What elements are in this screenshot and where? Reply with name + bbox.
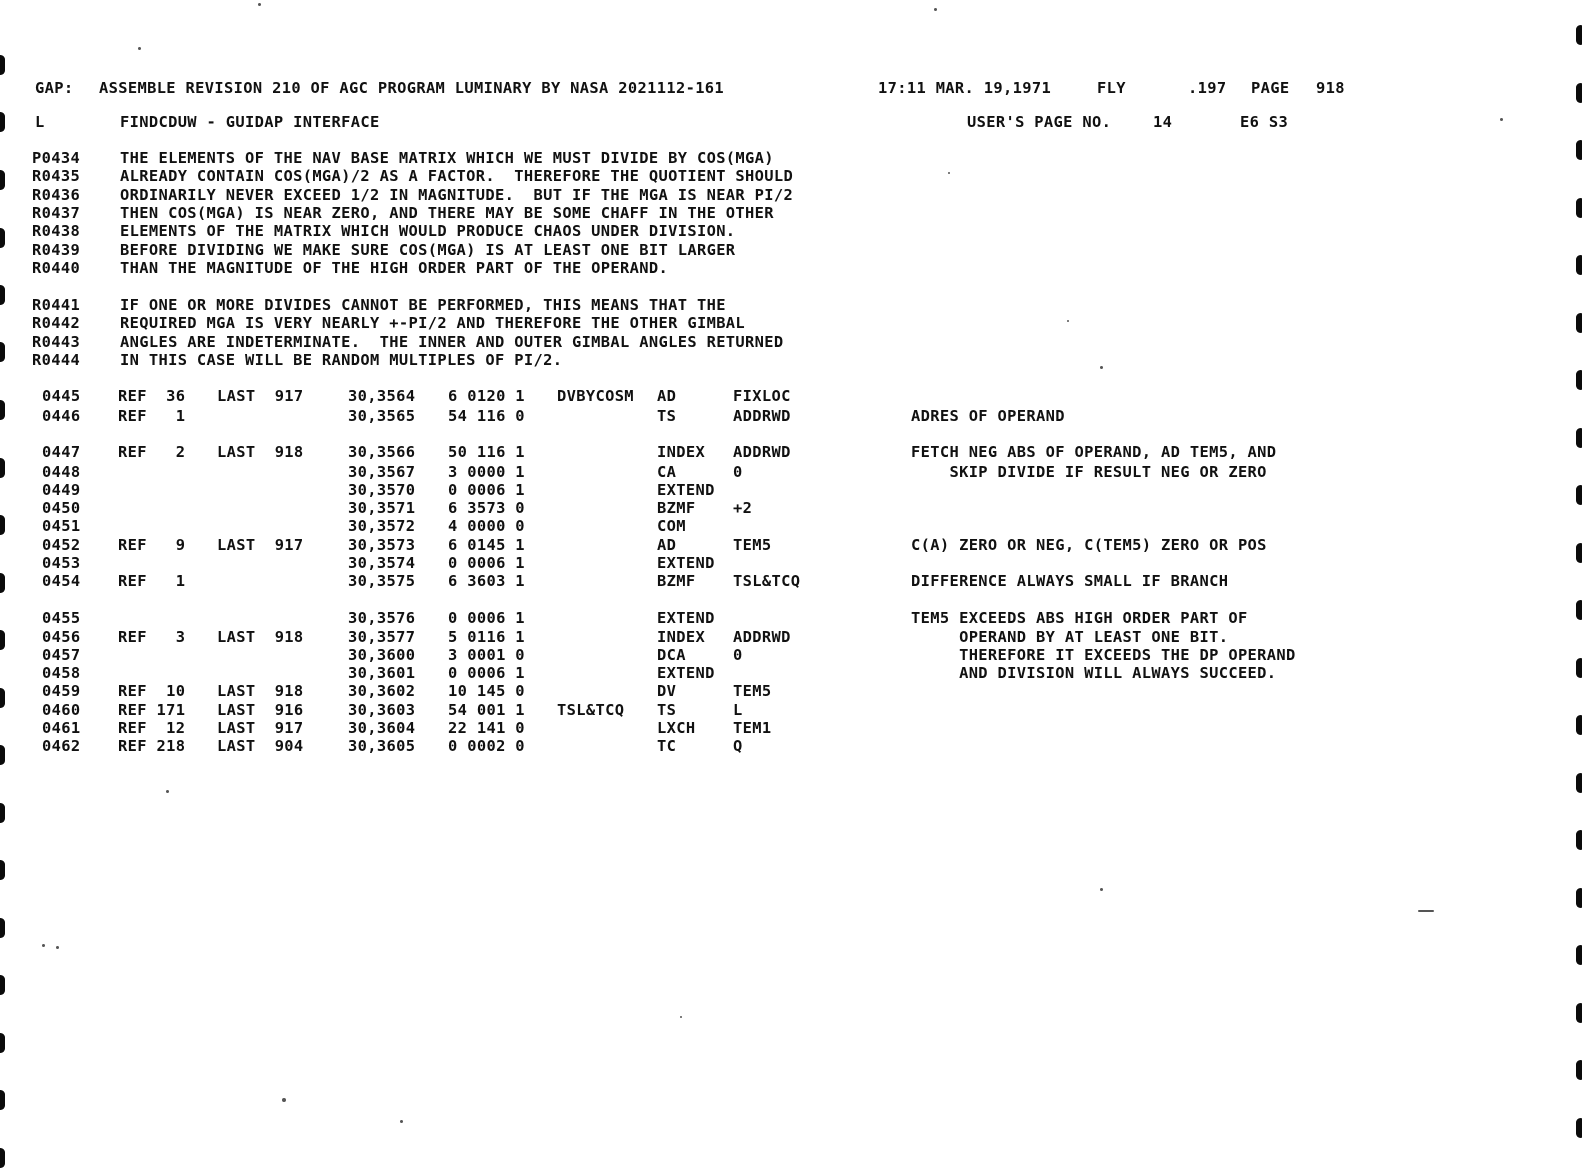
code-line-number: 0452 <box>42 536 81 554</box>
section-title: FINDCDUW - GUIDAP INTERFACE <box>120 113 380 131</box>
address-field: 30,3575 <box>348 572 416 590</box>
comment-line-number: R0436 <box>32 186 81 204</box>
address-field: 30,3571 <box>348 499 416 517</box>
ref-field: REF 1 <box>118 572 186 590</box>
last-field: LAST 917 <box>217 387 304 405</box>
operand-field: FIXLOC <box>733 387 791 405</box>
address-field: 30,3601 <box>348 664 416 682</box>
label-field: TSL&TCQ <box>557 701 625 719</box>
comment-line-number: R0438 <box>32 222 81 240</box>
code-line-number: 0445 <box>42 387 81 405</box>
octal-word-field: 54 001 1 <box>448 701 525 719</box>
octal-word-field: 6 3603 1 <box>448 572 525 590</box>
octal-word-field: 6 0120 1 <box>448 387 525 405</box>
address-field: 30,3565 <box>348 407 416 425</box>
code-line-number: 0461 <box>42 719 81 737</box>
users-page-number: 14 <box>1153 113 1173 131</box>
comment-line-text: ANGLES ARE INDETERMINATE. THE INNER AND OUTER GIMBAL ANGLES RETURNED <box>120 333 784 351</box>
octal-word-field: 54 116 0 <box>448 407 525 425</box>
opcode-field: BZMF <box>657 499 696 517</box>
code-line-number: 0453 <box>42 554 81 572</box>
comment-line-text: IF ONE OR MORE DIVIDES CANNOT BE PERFORMED, THIS MEANS THAT THE <box>120 296 726 314</box>
opcode-field: TS <box>657 701 677 719</box>
octal-word-field: 3 0001 0 <box>448 646 525 664</box>
code-comment: C(A) ZERO OR NEG, C(TEM5) ZERO OR POS <box>911 536 1267 554</box>
ref-field: REF 218 <box>118 737 186 755</box>
opcode-field: AD <box>657 536 677 554</box>
last-field: LAST 904 <box>217 737 304 755</box>
ref-field: REF 10 <box>118 682 186 700</box>
print-timestamp: 17:11 MAR. 19,1971 <box>878 79 1052 97</box>
listing-title: ASSEMBLE REVISION 210 OF AGC PROGRAM LUMINARY BY NASA 2021112-161 <box>99 79 725 97</box>
code-comment: AND DIVISION WILL ALWAYS SUCCEED. <box>911 664 1277 682</box>
octal-word-field: 10 145 0 <box>448 682 525 700</box>
opcode-field: COM <box>657 517 686 535</box>
octal-word-field: 6 0145 1 <box>448 536 525 554</box>
comment-line-number: P0434 <box>32 149 81 167</box>
last-field: LAST 916 <box>217 701 304 719</box>
code-line-number: 0460 <box>42 701 81 719</box>
log-section-letter: L <box>35 113 45 131</box>
ref-field: REF 3 <box>118 628 186 646</box>
ref-field: REF 36 <box>118 387 186 405</box>
code-comment: ADRES OF OPERAND <box>911 407 1065 425</box>
octal-word-field: 5 0116 1 <box>448 628 525 646</box>
code-line-number: 0457 <box>42 646 81 664</box>
ref-field: REF 2 <box>118 443 186 461</box>
operand-field: TEM5 <box>733 682 772 700</box>
comment-line-number: R0443 <box>32 333 81 351</box>
last-field: LAST 917 <box>217 719 304 737</box>
address-field: 30,3570 <box>348 481 416 499</box>
opcode-field: TC <box>657 737 677 755</box>
octal-word-field: 50 116 1 <box>448 443 525 461</box>
comment-line-text: THAN THE MAGNITUDE OF THE HIGH ORDER PART OF THE OPERAND. <box>120 259 669 277</box>
opcode-field: BZMF <box>657 572 696 590</box>
octal-word-field: 0 0006 1 <box>448 609 525 627</box>
address-field: 30,3566 <box>348 443 416 461</box>
address-field: 30,3603 <box>348 701 416 719</box>
comment-line-number: R0444 <box>32 351 81 369</box>
code-line-number: 0449 <box>42 481 81 499</box>
comment-line-number: R0441 <box>32 296 81 314</box>
address-field: 30,3572 <box>348 517 416 535</box>
opcode-field: INDEX <box>657 443 706 461</box>
address-field: 30,3567 <box>348 463 416 481</box>
opcode-field: EXTEND <box>657 554 715 572</box>
address-field: 30,3605 <box>348 737 416 755</box>
last-field: LAST 918 <box>217 628 304 646</box>
last-field: LAST 918 <box>217 682 304 700</box>
operand-field: ADDRWD <box>733 407 791 425</box>
comment-line-text: IN THIS CASE WILL BE RANDOM MULTIPLES OF PI/2. <box>120 351 563 369</box>
comment-line-number: R0440 <box>32 259 81 277</box>
run-number: .197 <box>1188 79 1227 97</box>
comment-line-number: R0435 <box>32 167 81 185</box>
operand-field: +2 <box>733 499 753 517</box>
ref-field: REF 9 <box>118 536 186 554</box>
comment-line-text: ELEMENTS OF THE MATRIX WHICH WOULD PRODUCE CHAOS UNDER DIVISION. <box>120 222 736 240</box>
address-field: 30,3564 <box>348 387 416 405</box>
comment-line-text: THEN COS(MGA) IS NEAR ZERO, AND THERE MAY BE SOME CHAFF IN THE OTHER <box>120 204 774 222</box>
octal-word-field: 6 3573 0 <box>448 499 525 517</box>
address-field: 30,3577 <box>348 628 416 646</box>
label-field: DVBYCOSM <box>557 387 634 405</box>
operand-field: TEM1 <box>733 719 772 737</box>
code-line-number: 0450 <box>42 499 81 517</box>
operand-field: 0 <box>733 463 743 481</box>
fly-label: FLY <box>1097 79 1126 97</box>
operand-field: TSL&TCQ <box>733 572 801 590</box>
comment-line-text: THE ELEMENTS OF THE NAV BASE MATRIX WHICH WE MUST DIVIDE BY COS(MGA) <box>120 149 774 167</box>
opcode-field: EXTEND <box>657 609 715 627</box>
octal-word-field: 0 0006 1 <box>448 554 525 572</box>
users-page-label: USER'S PAGE NO. <box>967 113 1112 131</box>
opcode-field: EXTEND <box>657 481 715 499</box>
opcode-field: DCA <box>657 646 686 664</box>
comment-line-number: R0439 <box>32 241 81 259</box>
code-line-number: 0448 <box>42 463 81 481</box>
code-line-number: 0462 <box>42 737 81 755</box>
address-field: 30,3602 <box>348 682 416 700</box>
code-comment: THEREFORE IT EXCEEDS THE DP OPERAND <box>911 646 1296 664</box>
octal-word-field: 0 0006 1 <box>448 664 525 682</box>
octal-word-field: 0 0002 0 <box>448 737 525 755</box>
code-line-number: 0459 <box>42 682 81 700</box>
address-field: 30,3574 <box>348 554 416 572</box>
opcode-field: DV <box>657 682 677 700</box>
code-comment: SKIP DIVIDE IF RESULT NEG OR ZERO <box>911 463 1267 481</box>
opcode-field: LXCH <box>657 719 696 737</box>
last-field: LAST 917 <box>217 536 304 554</box>
comment-line-text: ALREADY CONTAIN COS(MGA)/2 AS A FACTOR. THEREFORE THE QUOTIENT SHOULD <box>120 167 794 185</box>
code-comment: OPERAND BY AT LEAST ONE BIT. <box>911 628 1229 646</box>
ref-field: REF 12 <box>118 719 186 737</box>
octal-word-field: 4 0000 0 <box>448 517 525 535</box>
address-field: 30,3600 <box>348 646 416 664</box>
octal-word-field: 0 0006 1 <box>448 481 525 499</box>
code-line-number: 0451 <box>42 517 81 535</box>
operand-field: TEM5 <box>733 536 772 554</box>
comment-line-number: R0442 <box>32 314 81 332</box>
operand-field: ADDRWD <box>733 628 791 646</box>
code-comment: TEM5 EXCEEDS ABS HIGH ORDER PART OF <box>911 609 1248 627</box>
ref-field: REF 171 <box>118 701 186 719</box>
operand-field: L <box>733 701 743 719</box>
address-field: 30,3576 <box>348 609 416 627</box>
opcode-field: EXTEND <box>657 664 715 682</box>
comment-line-text: REQUIRED MGA IS VERY NEARLY +-PI/2 AND THEREFORE THE OTHER GIMBAL <box>120 314 746 332</box>
comment-line-text: ORDINARILY NEVER EXCEED 1/2 IN MAGNITUDE. BUT IF THE MGA IS NEAR PI/2 <box>120 186 794 204</box>
opcode-field: TS <box>657 407 677 425</box>
code-line-number: 0447 <box>42 443 81 461</box>
code-line-number: 0446 <box>42 407 81 425</box>
code-line-number: 0456 <box>42 628 81 646</box>
code-comment: FETCH NEG ABS OF OPERAND, AD TEM5, AND <box>911 443 1277 461</box>
opcode-field: AD <box>657 387 677 405</box>
code-comment: DIFFERENCE ALWAYS SMALL IF BRANCH <box>911 572 1229 590</box>
comment-line-number: R0437 <box>32 204 81 222</box>
operand-field: 0 <box>733 646 743 664</box>
octal-word-field: 22 141 0 <box>448 719 525 737</box>
operand-field: Q <box>733 737 743 755</box>
opcode-field: CA <box>657 463 677 481</box>
ref-field: REF 1 <box>118 407 186 425</box>
address-field: 30,3604 <box>348 719 416 737</box>
section-code: E6 S3 <box>1240 113 1289 131</box>
page-number: 918 <box>1316 79 1345 97</box>
code-line-number: 0458 <box>42 664 81 682</box>
gap-label: GAP: <box>35 79 74 97</box>
octal-word-field: 3 0000 1 <box>448 463 525 481</box>
address-field: 30,3573 <box>348 536 416 554</box>
code-line-number: 0455 <box>42 609 81 627</box>
operand-field: ADDRWD <box>733 443 791 461</box>
last-field: LAST 918 <box>217 443 304 461</box>
code-line-number: 0454 <box>42 572 81 590</box>
opcode-field: INDEX <box>657 628 706 646</box>
page-label: PAGE <box>1251 79 1290 97</box>
comment-line-text: BEFORE DIVIDING WE MAKE SURE COS(MGA) IS AT LEAST ONE BIT LARGER <box>120 241 736 259</box>
